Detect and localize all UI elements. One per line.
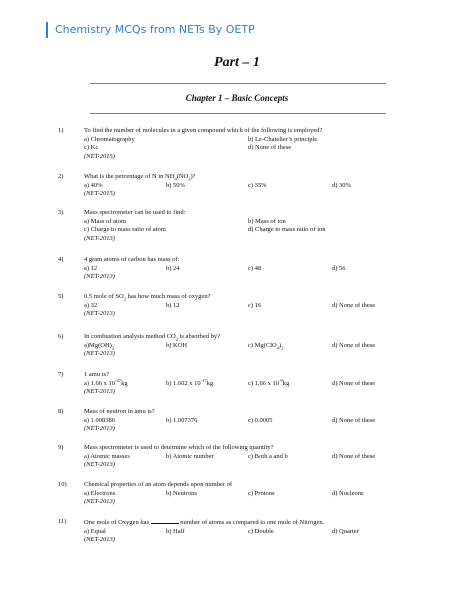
question-body (84, 209, 424, 243)
answer-options (84, 377, 424, 389)
answer-options (84, 218, 424, 235)
question-number: 2) (58, 173, 64, 180)
question-number: 11) (58, 518, 67, 525)
question-stem: 1 amu is? (84, 371, 109, 378)
question-body (84, 173, 424, 199)
answer-option: a) Mass of atom (84, 217, 127, 225)
answer-option: a) 12 (84, 264, 98, 272)
answer-option: a) Equal (84, 527, 106, 535)
answer-option: b) 50% (166, 181, 185, 189)
answer-option: d) Nucleons (332, 489, 364, 497)
superscript: -27 (115, 377, 122, 383)
answer-option: b) 1.007376 (166, 416, 198, 424)
question-stem: Mass of neutron in amu is? (84, 408, 155, 415)
answer-option: d) Quarter (332, 527, 359, 535)
question-source: (NET-2013) (84, 461, 115, 469)
part-title: Part – 1 (214, 55, 260, 70)
question-number: 4) (58, 256, 64, 263)
answer-option: c) Both a and b (248, 452, 288, 460)
question-source: (NET-2013) (84, 234, 115, 242)
answer-option: b) 12 (166, 301, 180, 309)
question-source: (NET-2013) (84, 498, 115, 506)
answer-option: c) $Mg(ClO_4)_2$ (248, 341, 284, 350)
question-number: 5) (58, 293, 64, 300)
subscript: 2 (111, 344, 115, 350)
question-body (84, 518, 424, 545)
answer-options (84, 490, 424, 499)
answer-option: c) 48 (248, 264, 262, 272)
question-stem: 4 gram atoms of carbon has mass of: (84, 256, 180, 263)
answer-option: d) 30% (332, 181, 351, 189)
answer-option: c) Charge to mass ratio of atom (84, 226, 166, 234)
question-number: 6) (58, 333, 64, 340)
question-stem: To find the number of molecules in a given compound which of the following is employed? (84, 127, 323, 134)
question-source: (NET-2013) (84, 425, 115, 433)
answer-option: b) 24 (166, 264, 180, 272)
answer-option: d) None of these (248, 144, 292, 152)
superscript: -9 (279, 377, 283, 383)
answer-option: d) 56 (332, 264, 346, 272)
answer-option: a) 1.008386 (84, 416, 116, 424)
question-source: (NET-2013) (84, 536, 115, 544)
answer-option: a) Electrons (84, 489, 116, 497)
answer-option: a) 40% (84, 181, 103, 189)
answer-option: a) Chromatography (84, 135, 135, 143)
fill-in-blank (151, 518, 179, 524)
answer-option: d) None of these (332, 301, 376, 309)
question-body (84, 371, 424, 397)
question-stem: One mole of Oxygen has number of atoms as compared to one mole of Nitrogen. (84, 519, 325, 526)
answer-option: b) Atomic number (166, 452, 214, 460)
answer-option: b) Le-Chatelier’s principle (248, 135, 318, 143)
question-number: 10) (58, 481, 67, 488)
answer-option: b) Half (166, 527, 185, 535)
subscript: 4 (276, 344, 279, 350)
answer-option: c) 35% (248, 181, 267, 189)
question-body (84, 408, 424, 434)
answer-option: c) 16 (248, 301, 262, 309)
answer-option: d) None of these (332, 379, 376, 387)
subscript: 3 (188, 176, 191, 182)
question-source: (NET-2013) (84, 350, 115, 358)
question-body (84, 256, 424, 282)
answer-options (84, 302, 424, 311)
answer-options (84, 528, 424, 537)
question-source: (NET-2013) (84, 273, 115, 281)
question-source: (NET-2015) (84, 190, 115, 198)
answer-options (84, 265, 424, 274)
subscript: 2 (281, 344, 284, 350)
question-number: 1) (58, 127, 64, 134)
subscript: 4 (174, 176, 177, 182)
answer-option: c) Double (248, 527, 274, 535)
chapter-title: Chapter 1 – Basic Concepts (185, 93, 289, 103)
answer-option: b) Mass of ion (248, 217, 286, 225)
answer-option: b) KOH (166, 341, 188, 349)
answer-option: c) 0.0005 (248, 416, 273, 424)
subscript: 2 (175, 336, 178, 342)
answer-option: $a)Mg(OH)_2$ (84, 341, 115, 350)
question-stem: Mass spectrometer is used to determine which of the following quantity? (84, 444, 274, 451)
question-stem: In combustion analysis method $CO_2$ is absorbed by? (84, 333, 221, 342)
question-stem: 0.5 mole of $SO_2$ has how much mass of oxygen? (84, 293, 211, 302)
answer-options (84, 182, 424, 191)
answer-option: c) 1.66 x $10^{-9}kg$ (248, 377, 290, 387)
answer-options (84, 453, 424, 462)
answer-option: d) None of these (332, 452, 376, 460)
question-number: 9) (58, 444, 64, 451)
superscript: -17 (200, 377, 207, 383)
question-number: 8) (58, 408, 64, 415)
question-source: (NET-2013) (84, 310, 115, 318)
question-source: (NET-2015) (84, 152, 115, 160)
answer-option: d) None of these (332, 416, 376, 424)
question-number: 3) (58, 209, 64, 216)
answer-option: d) None of these (332, 341, 376, 349)
question-body (84, 333, 424, 359)
question-stem: Chemical properties of an atom depends upon number of (84, 481, 233, 488)
question-stem: What is the percentage of N in $NH_4(NO_3)$? (84, 173, 196, 182)
answer-option: d) Charge to mass ratio of ion (248, 226, 326, 234)
answer-option: b) 1.602 x $10^{-17}kg$ (166, 377, 214, 387)
answer-option: a) 1.66 x $10^{-27}kg$ (84, 377, 128, 387)
subscript: 2 (123, 296, 126, 302)
answer-option: b) Neutrons (166, 489, 197, 497)
running-header: Chemistry MCQs from NETs By OETP (55, 23, 255, 36)
question-body (84, 444, 424, 470)
question-body (84, 481, 424, 507)
question-body (84, 127, 424, 161)
question-stem: Mass spectrometer can be used to find: (84, 209, 186, 216)
answer-option: c) Kc (84, 144, 99, 152)
question-number: 7) (58, 371, 64, 378)
answer-options (84, 342, 424, 351)
answer-option: a) Atomic masses (84, 452, 130, 460)
answer-options (84, 417, 424, 426)
question-body (84, 293, 424, 319)
answer-option: a) 32 (84, 301, 98, 309)
answer-option: c) Protons (248, 489, 275, 497)
question-source: (NET-2013) (84, 388, 115, 396)
answer-options (84, 136, 424, 153)
